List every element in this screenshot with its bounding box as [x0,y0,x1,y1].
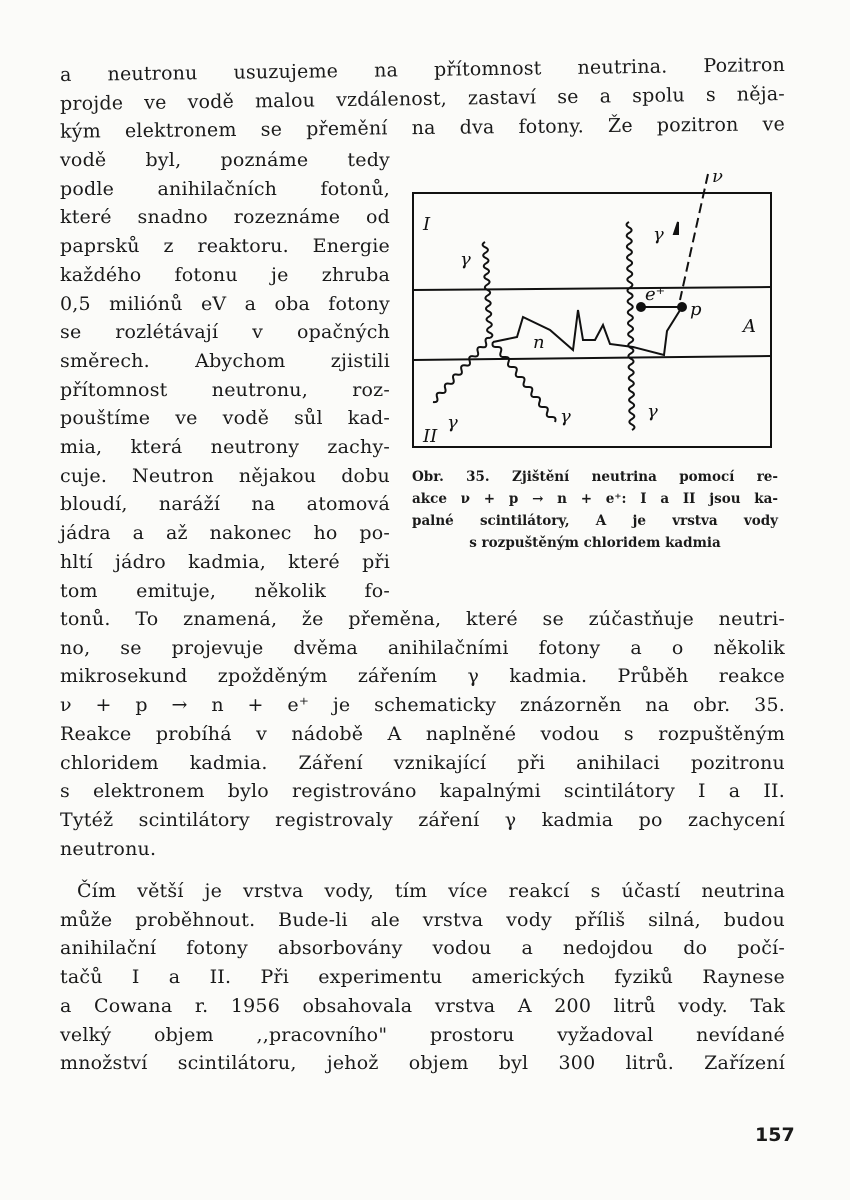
text-line: a neutronu usuzujeme na přítomnost neutrina. Pozitron [59,53,786,87]
label-gamma: γ [647,401,658,422]
label-n: n [533,332,545,353]
text-line: tom emituje, několik fo- [60,579,390,602]
text-line: přítomnost neutronu, roz- [60,378,390,401]
detector-frame [413,193,771,447]
text-line: projde ve vodě malou vzdálenost, zastaví se a spolu s něja- [59,82,786,116]
text-line: vodě byl, poznáme tedy [60,149,390,171]
layer-divider [413,356,771,360]
proton-dot [677,302,687,312]
label-gamma: γ [447,412,458,433]
text-line: Reakce probíhá v nádobě A naplněné vodou s rozpuštěným [60,722,785,745]
text-line: Čím větší je vrstva vody, tím více reakcí s účastí neutrina [77,880,785,902]
neutron-path [493,307,682,355]
page-number: 157 [755,1124,795,1146]
text-line: no, se projevuje dvěma anihilačními fotony a o několik [60,636,785,659]
text-line: 0,5 miliónů eV a oba fotony [60,292,390,315]
text-line: chloridem kadmia. Záření vznikající při anihilaci pozitronu [60,751,785,774]
text-line: podle anihilačních fotonů, [60,177,390,200]
text-line: neutronu. [60,837,157,860]
text-line: pouštíme ve vodě sůl kad- [60,407,390,430]
text-line: Tytéž scintilátory registrovaly záření γ kadmia po zachycení [60,808,785,831]
text-line: mia, která neutrony zachy- [60,436,390,458]
text-line: může proběhnout. Bude-li ale vrstva vody příliš silná, budou [60,908,785,931]
label-nu: ν [712,166,723,187]
text-line: tačů I a II. Při experimentu amerických fyziků Raynese [60,966,785,989]
layer-divider [413,287,771,290]
text-line: množství scintilátoru, jehož objem byl 300 litrů. Zařízení [60,1052,785,1075]
text-line: jádra a až nakonec ho po- [60,522,390,545]
text-line: které snadno rozeznáme od [60,206,390,229]
text-line: kým elektronem se přemění na dva fotony. Že pozitron ve [59,113,786,143]
text-line: směrech. Abychom zjistili [60,349,390,372]
label-A: A [743,316,756,337]
label-I: I [423,214,431,235]
figure-neutrino-detection [405,160,785,460]
neutrino-arrow [674,222,678,234]
label-gamma: γ [560,406,571,427]
text-line: paprsků z reaktoru. Energie [60,235,390,258]
label-positron: e⁺ [645,284,666,305]
text-line: velký objem ,,pracovního" prostoru vyžadoval nevídané [60,1023,785,1046]
figure-caption: palné scintilátory, A je vrstva vody [412,513,778,529]
gamma-wave [433,338,490,402]
label-p: p [690,299,702,320]
text-line: s elektronem bylo registrováno kapalnými scintilátory I a II. [60,780,785,803]
text-line: anihilační fotony absorbovány vodou a nedojdou do počí- [60,937,785,960]
figure-caption: s rozpuštěným chloridem kadmia [469,535,721,551]
label-gamma: γ [653,224,664,245]
gamma-wave [492,342,555,422]
text-line: se rozlétávají v opačných [60,321,390,344]
text-line: tonů. To znamená, že přeměna, které se zúčastňuje neutri- [60,608,785,630]
text-line: každého fotonu je zhruba [60,263,390,286]
text-line: mikrosekund zpožděným zářením γ kadmia. Průběh reakce [60,665,785,688]
text-line: hltí jádro kadmia, které při [60,550,390,573]
figure-caption: akce ν + p → n + e⁺: I a II jsou ka- [412,491,778,507]
gamma-wave [627,222,635,430]
text-line: cuje. Neutron nějakou dobu [60,464,390,487]
text-line: a Cowana r. 1956 obsahovala vrstva A 200 litrů vody. Tak [60,994,785,1017]
figure-caption: Obr. 35. Zjištění neutrina pomocí re- [412,469,778,485]
text-line: bloudí, naráží na atomová [60,493,390,516]
label-II: II [423,426,438,447]
label-gamma: γ [460,249,471,270]
text-line: ν + p → n + e⁺ je schematicky znázorněn na obr. 35. [60,694,785,717]
